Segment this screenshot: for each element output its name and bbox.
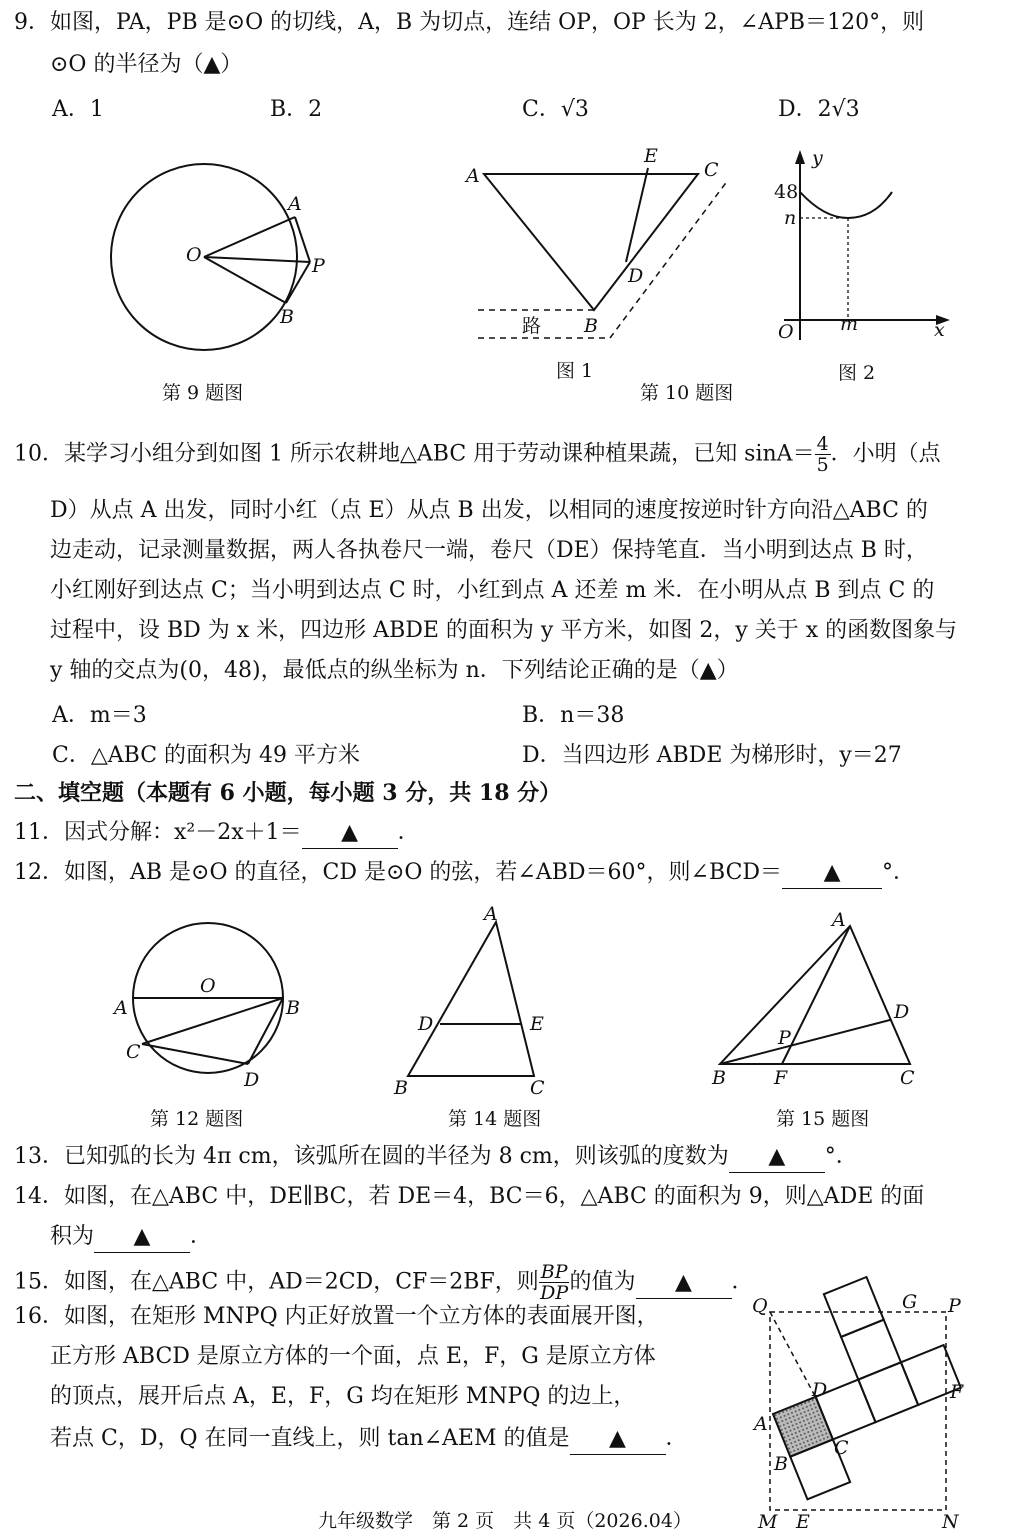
q12 xyxy=(14,858,915,889)
section-2-heading: 二、填空题（本题有 6 小题，每小题 3 分，共 18 分） xyxy=(14,780,562,806)
figure-15 xyxy=(710,904,930,1094)
fig10-label-c: C xyxy=(704,159,719,181)
fig15-label-b: B xyxy=(712,1067,726,1089)
fig16-label-g: G xyxy=(902,1291,918,1313)
q10-frac-num: 4 xyxy=(816,433,829,455)
fig16-label-e: E xyxy=(796,1511,810,1533)
q9-option-c: C．√3 xyxy=(522,97,589,122)
figure-9 xyxy=(100,160,340,360)
fig16-label-n: N xyxy=(942,1511,959,1533)
fig16-label-q: Q xyxy=(752,1295,768,1317)
q14-line1: 14．如图，在△ABC 中，DE∥BC，若 DE＝4，BC＝6，△ABC 的面积为 9，则△ADE 的面 xyxy=(14,1184,925,1209)
q10-line2: D）从点 A 出发，同时小红（点 E）从点 B 出发，以相同的速度按逆时针方向沿△ABC 的 xyxy=(50,498,928,523)
q9-option-d: D．2√3 xyxy=(778,97,860,122)
q11-answer-blank[interactable]: ▲ xyxy=(302,818,398,849)
q16-line3: 的顶点，展开后点 A，E，F，G 均在矩形 MNPQ 的边上， xyxy=(50,1384,636,1409)
figure-10-1 xyxy=(460,140,760,350)
fig15-label-p: P xyxy=(778,1027,791,1049)
fig14-label-d: D xyxy=(418,1013,434,1035)
fig14-label-e: E xyxy=(530,1013,544,1035)
fig9-line-ob xyxy=(204,257,286,303)
q15-text-b: 的值为 xyxy=(569,1269,636,1295)
q10-line1-a: 10．某学习小组分到如图 1 所示农耕地△ABC 用于劳动课种植果蔬，已知 sinA＝ xyxy=(14,441,815,467)
q10-line4: 小红刚好到达点 C；当小明到达点 C 时，小红到点 A 还差 m 米．在小明从点 B 到点 C 的 xyxy=(50,578,935,603)
fig10-2-caption: 图 2 xyxy=(838,362,876,384)
q13-text: 13．已知弧的长为 4π cm，该弧所在圆的半径为 8 cm，则该弧的度数为 xyxy=(14,1144,729,1169)
fig9-line-oa xyxy=(204,217,295,257)
fig10-1-caption: 图 1 xyxy=(556,360,594,382)
fig16-face-5 xyxy=(841,1320,901,1380)
q9-option-a: A．1 xyxy=(52,97,104,122)
q13 xyxy=(14,1142,858,1173)
q12-text: 12．如图，AB 是⊙O 的直径，CD 是⊙O 的弦，若∠ABD＝60°，则∠BCD＝ xyxy=(14,860,783,885)
q9-line2: ⊙O 的半径为（▲） xyxy=(50,52,243,77)
q10-option-d: D．当四边形 ABDE 为梯形时，y＝27 xyxy=(522,743,902,768)
fig10-label-e: E xyxy=(644,145,658,167)
q12-end: °． xyxy=(882,860,916,885)
q16-line1: 16．如图，在矩形 MNPQ 内正好放置一个立方体的表面展开图， xyxy=(14,1304,659,1329)
fig15-label-d: D xyxy=(894,1001,910,1023)
fig15-label-a: A xyxy=(832,909,846,931)
fig14-label-b: B xyxy=(394,1077,408,1099)
fig10-caption: 第 10 题图 xyxy=(640,382,734,404)
q10-line5: 过程中，设 BD 为 x 米，四边形 ABDE 的面积为 y 平方米，如图 2，y 关于 x 的函数图象与 xyxy=(50,618,958,643)
fig10-2-label-o: O xyxy=(778,321,794,343)
q13-answer-blank[interactable]: ▲ xyxy=(729,1142,825,1173)
q15-text-a: 15．如图，在△ABC 中，AD＝2CD，CF＝2BF，则 xyxy=(14,1269,539,1295)
fig10-label-road: 路 xyxy=(522,315,542,337)
fig15-label-f: F xyxy=(774,1067,788,1089)
fig10-label-b: B xyxy=(584,315,598,337)
fig9-line-pb xyxy=(286,262,310,303)
fig16-label-m: M xyxy=(758,1511,778,1533)
q15-fraction xyxy=(539,1262,570,1303)
q10-line1-b: ．小明（点 xyxy=(830,441,941,467)
fig10-2-label-m: m xyxy=(840,313,859,335)
fig9-label-b: B xyxy=(280,306,294,328)
fig10-2-label-x: x xyxy=(934,319,945,341)
q16-answer-blank[interactable]: ▲ xyxy=(570,1424,666,1455)
q15-answer-blank[interactable]: ▲ xyxy=(636,1268,732,1299)
fig10-label-d: D xyxy=(628,265,644,287)
fig10-2-label-n: n xyxy=(784,207,797,229)
q10-option-c: C．△ABC 的面积为 49 平方米 xyxy=(52,743,361,768)
fig14-label-c: C xyxy=(530,1077,545,1099)
fig15-label-c: C xyxy=(900,1067,915,1089)
fig9-label-o: O xyxy=(186,244,202,266)
fig12-caption: 第 12 题图 xyxy=(150,1108,244,1130)
fig10-triangle-abc xyxy=(484,174,698,310)
fig12-label-c: C xyxy=(126,1041,141,1063)
figure-16 xyxy=(750,1290,980,1533)
q14-end: ． xyxy=(190,1224,213,1249)
q15-frac-num: BP xyxy=(540,1261,568,1283)
fig16-label-b: B xyxy=(774,1453,788,1475)
q11 xyxy=(14,818,420,849)
figure-12 xyxy=(110,912,320,1092)
q10-line1 xyxy=(14,434,941,475)
fig10-2-label-48: 48 xyxy=(774,181,799,203)
fig10-2-y-arrow xyxy=(795,150,805,164)
fig14-caption: 第 14 题图 xyxy=(448,1108,542,1130)
fig9-line-op xyxy=(204,257,310,262)
fig10-2-curve xyxy=(800,192,892,218)
fig16-face-6 xyxy=(824,1277,884,1337)
fig9-label-p: P xyxy=(312,255,325,277)
fig16-label-a: A xyxy=(754,1413,768,1435)
q10-option-a: A．m＝3 xyxy=(52,703,147,728)
q10-option-b: B．n＝38 xyxy=(522,703,625,728)
fig15-line-af xyxy=(782,926,850,1064)
q16-text: 若点 C，D，Q 在同一直线上，则 tan∠AEM 的值是 xyxy=(50,1426,570,1451)
fig12-label-b: B xyxy=(286,997,300,1019)
fig9-caption: 第 9 题图 xyxy=(162,382,244,404)
q10-frac-den: 5 xyxy=(816,454,829,476)
fig12-label-d: D xyxy=(244,1069,260,1091)
q12-answer-blank[interactable]: ▲ xyxy=(782,858,882,889)
fig10-line-de xyxy=(626,168,648,262)
fig12-label-o: O xyxy=(200,975,216,997)
q15 xyxy=(14,1262,754,1303)
fig16-face-3 xyxy=(858,1362,918,1422)
q16-line2: 正方形 ABCD 是原立方体的一个面，点 E，F，G 是原立方体 xyxy=(50,1344,656,1369)
q15-end: ． xyxy=(731,1269,754,1295)
figure-10-2 xyxy=(766,146,956,346)
q11-end: ． xyxy=(397,820,420,845)
fig12-label-a: A xyxy=(114,997,128,1019)
q10-line6: y 轴的交点为(0，48)，最低点的纵坐标为 n．下列结论正确的是（▲） xyxy=(50,658,739,683)
q14-text: 积为 xyxy=(50,1224,95,1249)
fig15-line-bd xyxy=(720,1020,890,1064)
fig16-face-abcd xyxy=(773,1397,833,1457)
q16-end: ． xyxy=(665,1426,688,1451)
fig14-triangle-abc xyxy=(408,922,534,1076)
q16-line4 xyxy=(50,1424,688,1455)
q13-end: °． xyxy=(824,1144,858,1169)
q9-line1: 9．如图，PA，PB 是⊙O 的切线，A，B 为切点，连结 OP，OP 长为 2，∠APB＝120°，则 xyxy=(14,10,925,35)
q10-fraction xyxy=(815,434,831,475)
fig16-label-d: D xyxy=(812,1379,828,1401)
fig10-label-a: A xyxy=(466,165,480,187)
fig15-caption: 第 15 题图 xyxy=(776,1108,870,1130)
q11-text: 11．因式分解：x²－2x＋1＝ xyxy=(14,820,302,845)
q9-option-b: B．2 xyxy=(270,97,323,122)
page-footer: 九年级数学 第 2 页 共 4 页（2026.04） xyxy=(318,1510,692,1532)
q14-answer-blank[interactable]: ▲ xyxy=(94,1222,190,1253)
fig16-label-p: P xyxy=(948,1295,961,1317)
fig16-dashed-qd xyxy=(770,1312,816,1398)
fig10-2-label-y: y xyxy=(812,147,823,169)
figure-14 xyxy=(390,900,570,1100)
q15-frac-den: DP xyxy=(540,1282,569,1304)
fig16-label-f: F xyxy=(950,1381,964,1403)
fig9-label-a: A xyxy=(288,193,302,215)
q10-line3: 边走动，记录测量数据，两人各执卷尺一端，卷尺（DE）保持笔直．当小明到达点 B 时， xyxy=(50,538,928,563)
fig14-label-a: A xyxy=(484,903,498,925)
q14-line2 xyxy=(50,1222,212,1253)
fig16-label-c: C xyxy=(834,1437,849,1459)
